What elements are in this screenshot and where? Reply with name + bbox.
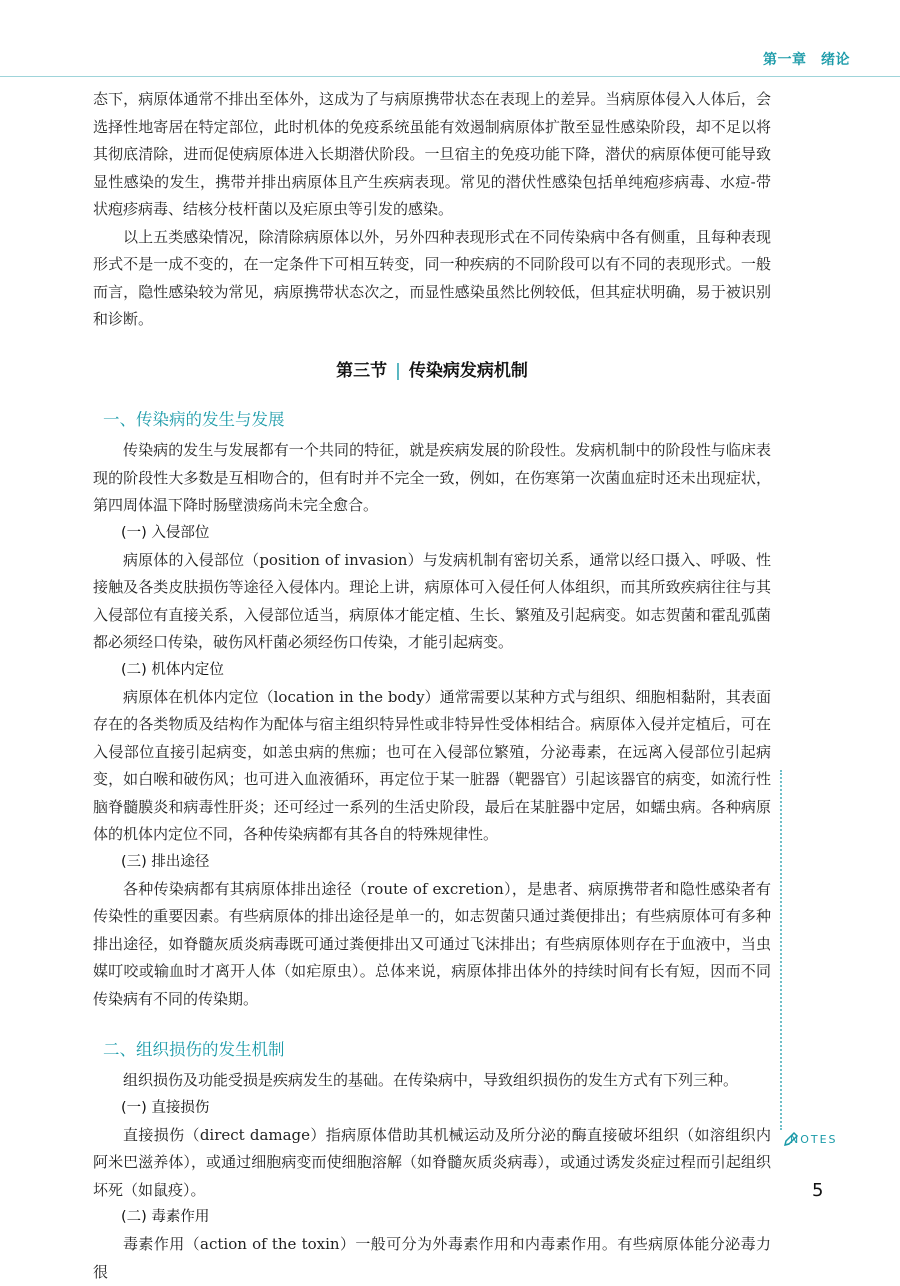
section-separator: | (395, 360, 401, 381)
heading-excretion-route: (三) 排出途径 (121, 853, 210, 870)
heading-direct-damage: (一) 直接损伤 (121, 1099, 210, 1116)
heading-toxin-action: (二) 毒素作用 (121, 1209, 210, 1225)
body-content (93, 86, 771, 1286)
section-number: 第三节 (336, 360, 388, 381)
notes-label: NOTES (790, 1133, 838, 1146)
notes-dotted-rule (780, 770, 782, 1130)
paragraph-summary: 以上五类感染情况，除清除病原体以外，另外四种表现形式在不同传染病中各有侧重，且每种表现形式不是一成不变的，在一定条件下可相互转变，同一种疾病的不同阶段可以有不同的表现形式。一般而言，隐性感染较为常见，病原携带状态次之，而显性感染虽然比例较低，但其症状明确，易于被识别和诊断。 (93, 227, 771, 328)
page-number: 5 (812, 1180, 824, 1201)
paragraph-toxin-action: 毒素作用（action of the toxin）一般可分为外毒素作用和内毒素作用。有些病原体能分泌毒力很 (93, 1235, 771, 1281)
paragraph-localization: 病原体在机体内定位（location in the body）通常需要以某种方式与组织、细胞相黏附，其表面存在的各类物质及结构作为配体与宿主组织特异性或非特异性受体相结合。病原体入侵并定植后，可在入侵部位直接引起病变，如恙虫病的焦痂；也可在入侵部位繁殖，分泌毒素，在远离入侵部位引起病变，如白喉和破伤风；也可进入血液循环，再定位于某一脏器（靶器官）引起该器官的病变，如流行性脑脊髓膜炎和病毒性肝炎；还可经过一系列的生活史阶段，最后在某脏器中定居，如蠕虫病。各种病原体的机体内定位不同，各种传染病都有其各自的特殊规律性。 (93, 687, 771, 843)
paragraph-direct-damage: 直接损伤（direct damage）指病原体借助其机械运动及所分泌的酶直接破坏组织（如溶组织内阿米巴滋养体），或通过细胞病变而使细胞溶解（如脊髓灰质炎病毒），或通过诱发炎症过程而引起组织坏死（如鼠疫）。 (93, 1125, 771, 1199)
paragraph-invasion-site: 病原体的入侵部位（position of invasion）与发病机制有密切关系，通常以经口摄入、呼吸、性接触及各类皮肤损伤等途径入侵体内。理论上讲，病原体可入侵任何人体组织，而其所致疾病往往与其入侵部位有直接关系，入侵部位适当，病原体才能定植、生长、繁殖及引起病变。如志贺菌和霍乱弧菌都必须经口传染，破伤风杆菌必须经伤口传染，才能引起病变。 (93, 550, 771, 651)
part1-intro: 传染病的发生与发展都有一个共同的特征，就是疾病发展的阶段性。发病机制中的阶段性与临床表现的阶段性大多数是互相吻合的，但有时并不完全一致，例如，在伤寒第一次菌血症时还未出现症状，第四周体温下降时肠壁溃疡尚未完全愈合。 (93, 441, 771, 514)
part2-intro: 组织损伤及功能受损是疾病发生的基础。在传染病中，导致组织损伤的发生方式有下列三种。 (123, 1071, 739, 1089)
heading-part2: 二、组织损伤的发生机制 (103, 1040, 285, 1059)
section-name: 传染病发病机制 (408, 360, 528, 381)
heading-part1: 一、传染病的发生与发展 (103, 410, 285, 429)
section-title (93, 358, 771, 386)
heading-invasion-site: (一) 入侵部位 (121, 524, 210, 541)
heading-localization: (二) 机体内定位 (121, 661, 224, 678)
chapter-header: 第一章 绪论 (763, 52, 850, 68)
paragraph-continued: 态下，病原体通常不排出至体外，这成为了与病原携带状态在表现上的差异。当病原体侵入人体后，会选择性地寄居在特定部位，此时机体的免疫系统虽能有效遏制病原体扩散至显性感染阶段，却不足以将其彻底清除，进而促使病原体进入长期潜伏阶段。一旦宿主的免疫功能下降，潜伏的病原体便可能导致显性感染的发生，携带并排出病原体且产生疾病表现。常见的潜伏性感染包括单纯疱疹病毒、水痘-带状疱疹病毒、结核分枝杆菌以及疟原虫等引发的感染。 (93, 90, 771, 218)
paragraph-excretion-route: 各种传染病都有其病原体排出途径（route of excretion），是患者、病原携带者和隐性感染者有传染性的重要因素。有些病原体的排出途径是单一的，如志贺菌只通过粪便排出；有些病原体可有多种排出途径，如脊髓灰质炎病毒既可通过粪便排出又可通过飞沫排出；有些病原体则存在于血液中，当虫媒叮咬或输血时才离开人体（如疟原虫）。总体来说，病原体排出体外的持续时间有长有短，因而不同传染病有不同的传染期。 (93, 879, 771, 1008)
header-rule (0, 76, 900, 77)
